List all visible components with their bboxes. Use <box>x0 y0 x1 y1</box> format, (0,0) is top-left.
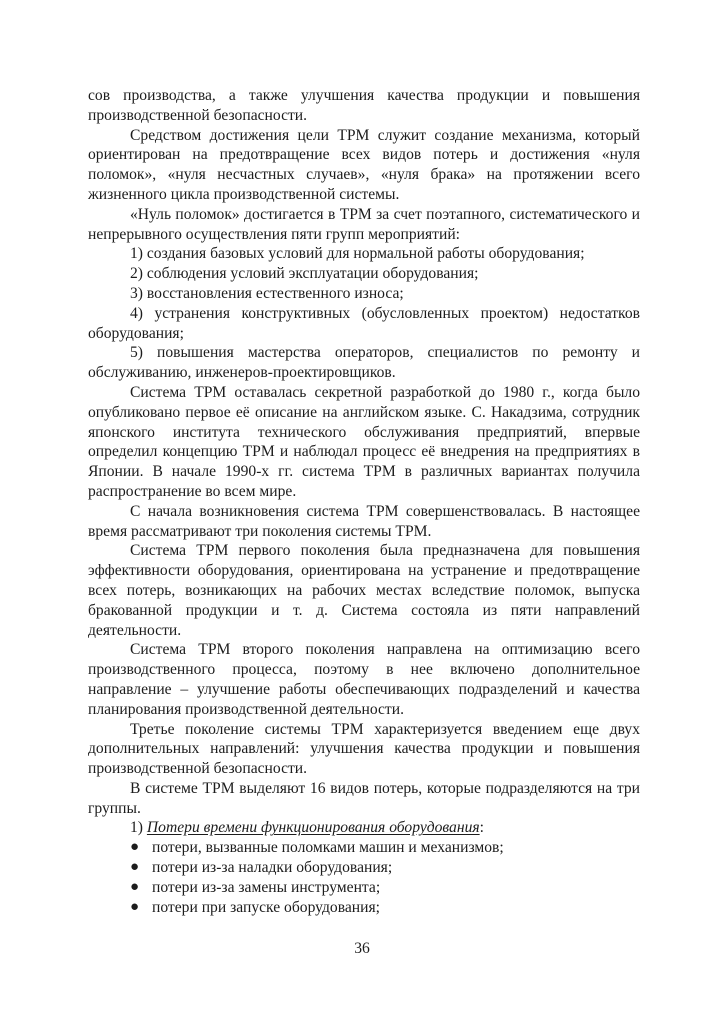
list-item <box>130 858 640 878</box>
paragraph: Система TPM первого поколения была предназначена для повышения эффективности оборудования, ориентирована на устранение и предотвращение всех потерь, возникающих на рабочих местах вследствие поломок, выпуска бракованной продукции и т. д. Система состояла из пяти направлений деятельности. <box>88 542 640 639</box>
paragraph: Средством достижения цели TPM служит создание механизма, который ориентирован на предотвращение всех видов потерь и достижения «нуля поломок», «нуля несчастных случаев», «нуля брака» на протяжении всего жизненного цикла производственной системы. <box>88 126 640 203</box>
measure-item: 4) устранения конструктивных (обусловленных проектом) недостатков оборудования; <box>88 304 640 342</box>
loss-group-heading <box>88 818 640 838</box>
paragraph: Система TPM оставалась секретной разработкой до 1980 г., когда было опубликовано первое её описание на английском языке. С. Накадзима, сотрудник японского института технического обслуживания предприятий, впервые определил концепцию TPM и наблюдал процесс её внедрения на предприятиях в Японии. В начале 1990-х гг. система TPM в различных вариантах получила распространение во всем мире. <box>88 383 640 500</box>
page-number: 36 <box>354 940 370 957</box>
loss-group-title: Потери времени функционирования оборудования <box>146 819 480 837</box>
page-body <box>88 86 640 917</box>
list-item <box>130 898 640 918</box>
measure-item: 3) восстановления естественного износа; <box>130 284 404 302</box>
list-item-text: потери из-за наладки оборудования; <box>152 859 393 877</box>
list-item-text: потери из-за замены инструмента; <box>152 878 381 896</box>
measure-item: 2) соблюдения условий эксплуатации оборудования; <box>130 265 479 283</box>
list-item <box>130 838 640 858</box>
paragraph: «Нуль поломок» достигается в TPM за счет поэтапного, систематического и непрерывного осуществления пяти групп мероприятий: <box>88 205 640 243</box>
loss-list <box>88 838 640 917</box>
bullet-icon: ● <box>130 859 140 876</box>
paragraph: Третье поколение системы TPM характеризуется введением еще двух дополнительных направлений: улучшения качества продукции и повышения производственной безопасности. <box>88 720 640 778</box>
list-item-text: потери, вызванные поломками машин и механизмов; <box>152 839 504 857</box>
bullet-icon: ● <box>130 898 140 915</box>
measure-item: 5) повышения мастерства операторов, специалистов по ремонту и обслуживанию, инженеров-проектировщиков. <box>88 344 640 382</box>
bullet-icon: ● <box>130 839 140 856</box>
bullet-icon: ● <box>130 878 140 895</box>
paragraph: В системе TPM выделяют 16 видов потерь, которые подразделяются на три группы. <box>88 779 640 817</box>
loss-group-colon: : <box>479 819 484 837</box>
list-item <box>130 878 640 898</box>
paragraph: сов производства, а также улучшения качества продукции и повышения производственной безопасности. <box>88 87 640 124</box>
paragraph: С начала возникновения система TPM совершенствовалась. В настоящее время рассматривают три поколения системы TPM. <box>88 502 640 540</box>
loss-group-number: 1) <box>130 819 143 837</box>
paragraph: Система TPM второго поколения направлена на оптимизацию всего производственного процесса, поэтому в нее включено дополнительное направление – улучшение работы обеспечивающих подразделений и качества планирования производственной деятельности. <box>88 641 640 718</box>
list-item-text: потери при запуске оборудования; <box>152 898 380 916</box>
measure-item: 1) создания базовых условий для нормальной работы оборудования; <box>130 245 585 263</box>
